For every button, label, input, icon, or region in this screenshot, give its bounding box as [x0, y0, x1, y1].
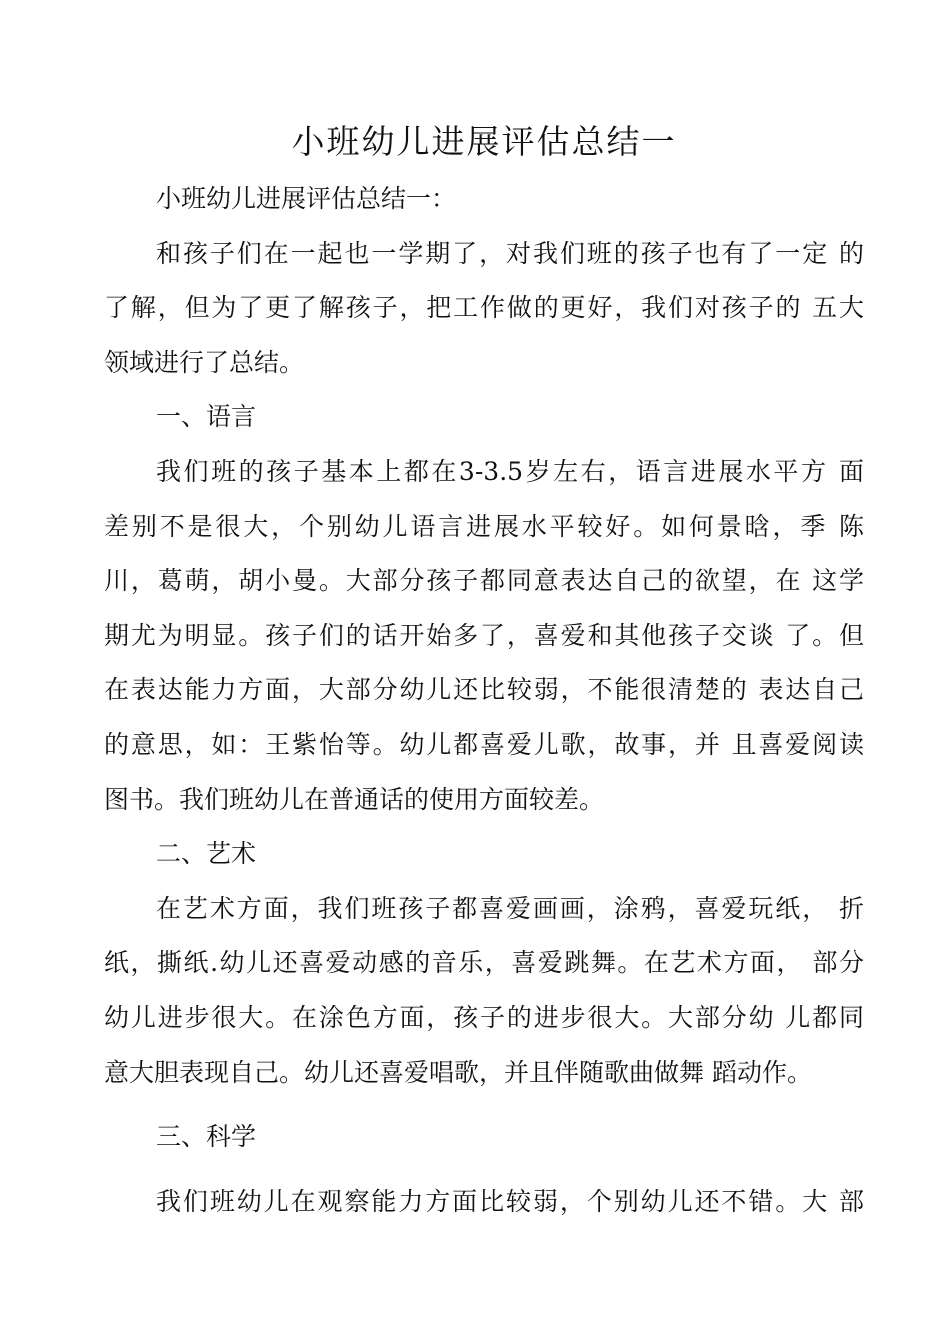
- body-line: 小班幼儿进展评估总结一：: [156, 184, 457, 213]
- spacer: [104, 1165, 864, 1175]
- body-line: 纸，撕纸.幼儿还喜爱动感的音乐，喜爱跳舞。在艺术方面， 部分: [104, 948, 864, 978]
- spacer: [104, 1100, 864, 1110]
- body-line: 我们班幼儿在观察能力方面比较弱，个别幼儿还不错。大 部: [156, 1186, 864, 1216]
- body-line: 图书。我们班幼儿在普通话的使用方面较差。: [104, 784, 605, 814]
- body-line: 和孩子们在一起也一学期了，对我们班的孩子也有了一定 的: [156, 238, 864, 268]
- document-body: [104, 172, 864, 1229]
- section-heading: 一、语言: [156, 402, 257, 432]
- body-line: 幼儿进步很大。在涂色方面，孩子的进步很大。大部分幼 儿都同: [104, 1002, 864, 1032]
- body-line: 在表达能力方面，大部分幼儿还比较弱，不能很清楚的 表达自己: [104, 675, 864, 705]
- body-line: 意大胆表现自己。幼儿还喜爱唱歌，并且伴随歌曲做舞 蹈动作。: [104, 1057, 812, 1087]
- section-heading: 二、艺术: [156, 839, 257, 869]
- body-line: 川，葛萌，胡小曼。大部分孩子都同意表达自己的欲望，在 这学: [104, 566, 864, 596]
- body-line: 差别不是很大，个别幼儿语言进展水平较好。如何景晗，季 陈: [104, 511, 864, 541]
- body-line: 领域进行了总结。: [104, 347, 305, 377]
- section-heading: 三、科学: [156, 1122, 257, 1152]
- body-line: 了解，但为了更了解孩子，把工作做的更好，我们对孩子的 五大: [104, 293, 864, 323]
- body-line: 在艺术方面，我们班孩子都喜爱画画，涂鸦，喜爱玩纸， 折: [156, 893, 864, 923]
- body-line: 期尤为明显。孩子们的话开始多了，喜爱和其他孩子交谈 了。但: [104, 620, 864, 650]
- document-title: 小班幼儿进展评估总结一: [291, 122, 677, 161]
- body-line: 我们班的孩子基本上都在3-3.5岁左右，语言进展水平方 面: [156, 456, 864, 486]
- body-line: 的意思，如：王紫怡等。幼儿都喜爱儿歌，故事，并 且喜爱阅读: [104, 729, 864, 759]
